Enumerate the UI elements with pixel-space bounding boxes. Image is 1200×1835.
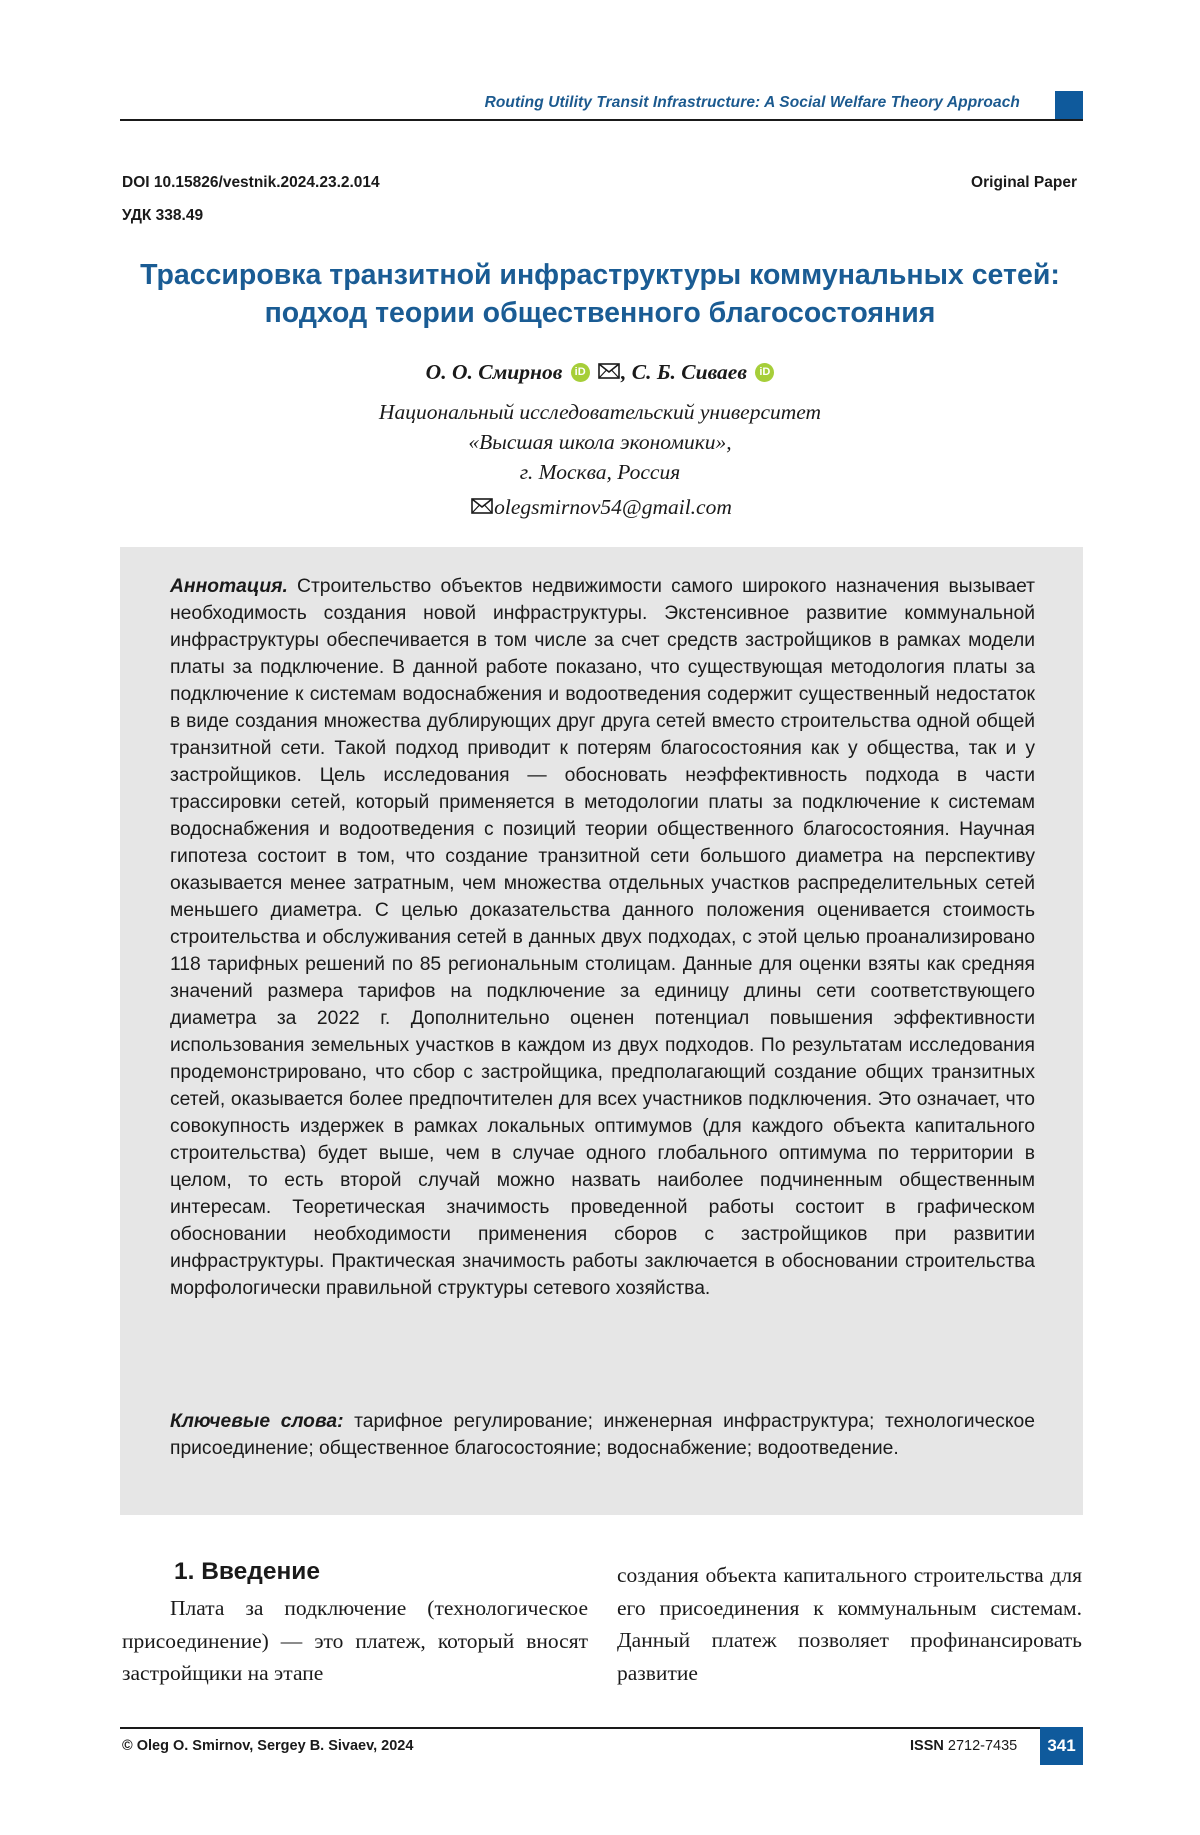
page-number: 341 <box>1040 1727 1083 1765</box>
orcid-icon[interactable]: iD <box>571 363 590 382</box>
paper-type-label: Original Paper <box>971 174 1077 191</box>
envelope-icon[interactable] <box>598 360 620 385</box>
issn-value: 2712-7435 <box>947 1738 1018 1754</box>
section-heading: 1. Введение <box>174 1558 320 1585</box>
authors-line <box>100 360 1100 385</box>
affiliation-line-1: Национальный исследовательский университет <box>378 400 822 424</box>
keywords-paragraph <box>170 1408 1035 1462</box>
contact-email-line <box>100 495 1100 520</box>
footer-divider <box>120 1727 1083 1729</box>
orcid-icon[interactable]: iD <box>755 363 774 382</box>
keywords-label: Ключевые слова: <box>170 1411 344 1432</box>
udk-label: УДК 338.49 <box>122 207 204 224</box>
title-line-2: подход теории общественного благосостояния <box>264 297 936 329</box>
keywords-text: тарифное регулирование; инженерная инфраструктура; технологическое присоединение; общественное благосостояние; водоснабжение; водоотведение. <box>170 1411 1035 1459</box>
title-line-1: Трассировка транзитной инфраструктуры коммунальных сетей: <box>140 259 1060 291</box>
header-divider <box>120 119 1083 121</box>
affiliation-line-3: г. Москва, Россия <box>519 460 681 484</box>
author-2-name: С. Б. Сиваев <box>631 360 747 384</box>
body-left-column: Плата за подключение (технологическое присоединение) — это платеж, который вносят застройщики на этапе <box>122 1596 588 1685</box>
copyright-notice: © Oleg O. Smirnov, Sergey B. Sivaev, 2024 <box>122 1738 414 1754</box>
affiliation-block <box>100 397 1100 487</box>
email-link[interactable]: olegsmirnov54@gmail.com <box>494 495 732 519</box>
author-1-name: О. О. Смирнов <box>425 360 563 384</box>
author-separator: , <box>621 360 632 384</box>
running-header-title: Routing Utility Transit Infrastructure: A Social Welfare Theory Approach <box>484 94 1020 111</box>
abstract-text: Строительство объектов недвижимости самого широкого назначения вызывает необходимость создания новой инфраструктуры. Экстенсивное развитие коммунальной инфраструктуры обеспечивается в том числе за счет средств застройщиков в рамках модели платы за подключение. В данной работе показано, что существующая методология платы за подключение к системам водоснабжения и водоотведения содержит существенный недостаток в виде создания множества дублирующих друг друга сетей вместо строительства одной общей транзитной сети. Такой подход приводит к потерям благосостояния как у общества, так и у застройщиков. Цель исследования — обосновать неэффективность подхода в части трассировки сетей, который применяется в методологии платы за подключение к системам водоснабжения и водоотведения с позиций теории общественного благосостояния. Научная гипотеза состоит в том, что создание транзитной сети большого диаметра на перспективу оказывается менее затратным, чем множества отдельных участков распределительных сетей меньшего диаметра. С целью доказательства данного положения оценивается стоимость строительства и обслуживания сетей в данных двух подходах, с этой целью проанализировано 118 тарифных решений по 85 региональным столицам. Данные для оценки взяты как средняя значений размера тарифов на подключение за единицу длины сети соответствующего диаметра за 2022 г. Дополнительно оценен потенциал повышения эффективности использования земельных участков в каждом из двух подходов. По результатам исследования продемонстрировано, что сбор с застройщика, предполагающий создание общих транзитных сетей, оказывается более предпочтителен для всех участников подключения. Это означает, что совокупность издержек в рамках локальных оптимумов (для каждого объекта капитального строительства) будет выше, чем в случае одного глобального оптимума по территории в целом, то есть второй случай можно назвать наиболее подчиненным общественным интересам. Теоретическая значимость проведенной работы состоит в графическом обосновании необходимости применения сборов с застройщиков при развитии инфраструктуры. Практическая значимость работы заключается в обосновании строительства морфологически правильной структуры сетевого хозяйства. <box>170 576 1035 1299</box>
abstract-paragraph <box>170 573 1035 1302</box>
affiliation-line-2: «Высшая школа экономики», <box>468 430 732 454</box>
issn-label: ISSN <box>910 1738 944 1754</box>
envelope-icon <box>471 495 493 520</box>
abstract-label: Аннотация. <box>170 576 288 597</box>
issn-line <box>910 1738 1017 1754</box>
body-right-column: создания объекта капитального строительства для его присоединения к коммунальным системам. Данный платеж позволяет профинансировать развитие <box>617 1563 1082 1685</box>
doi-label: DOI 10.15826/vestnik.2024.23.2.014 <box>122 174 380 191</box>
article-title <box>100 256 1100 332</box>
header-accent-square <box>1055 91 1083 119</box>
